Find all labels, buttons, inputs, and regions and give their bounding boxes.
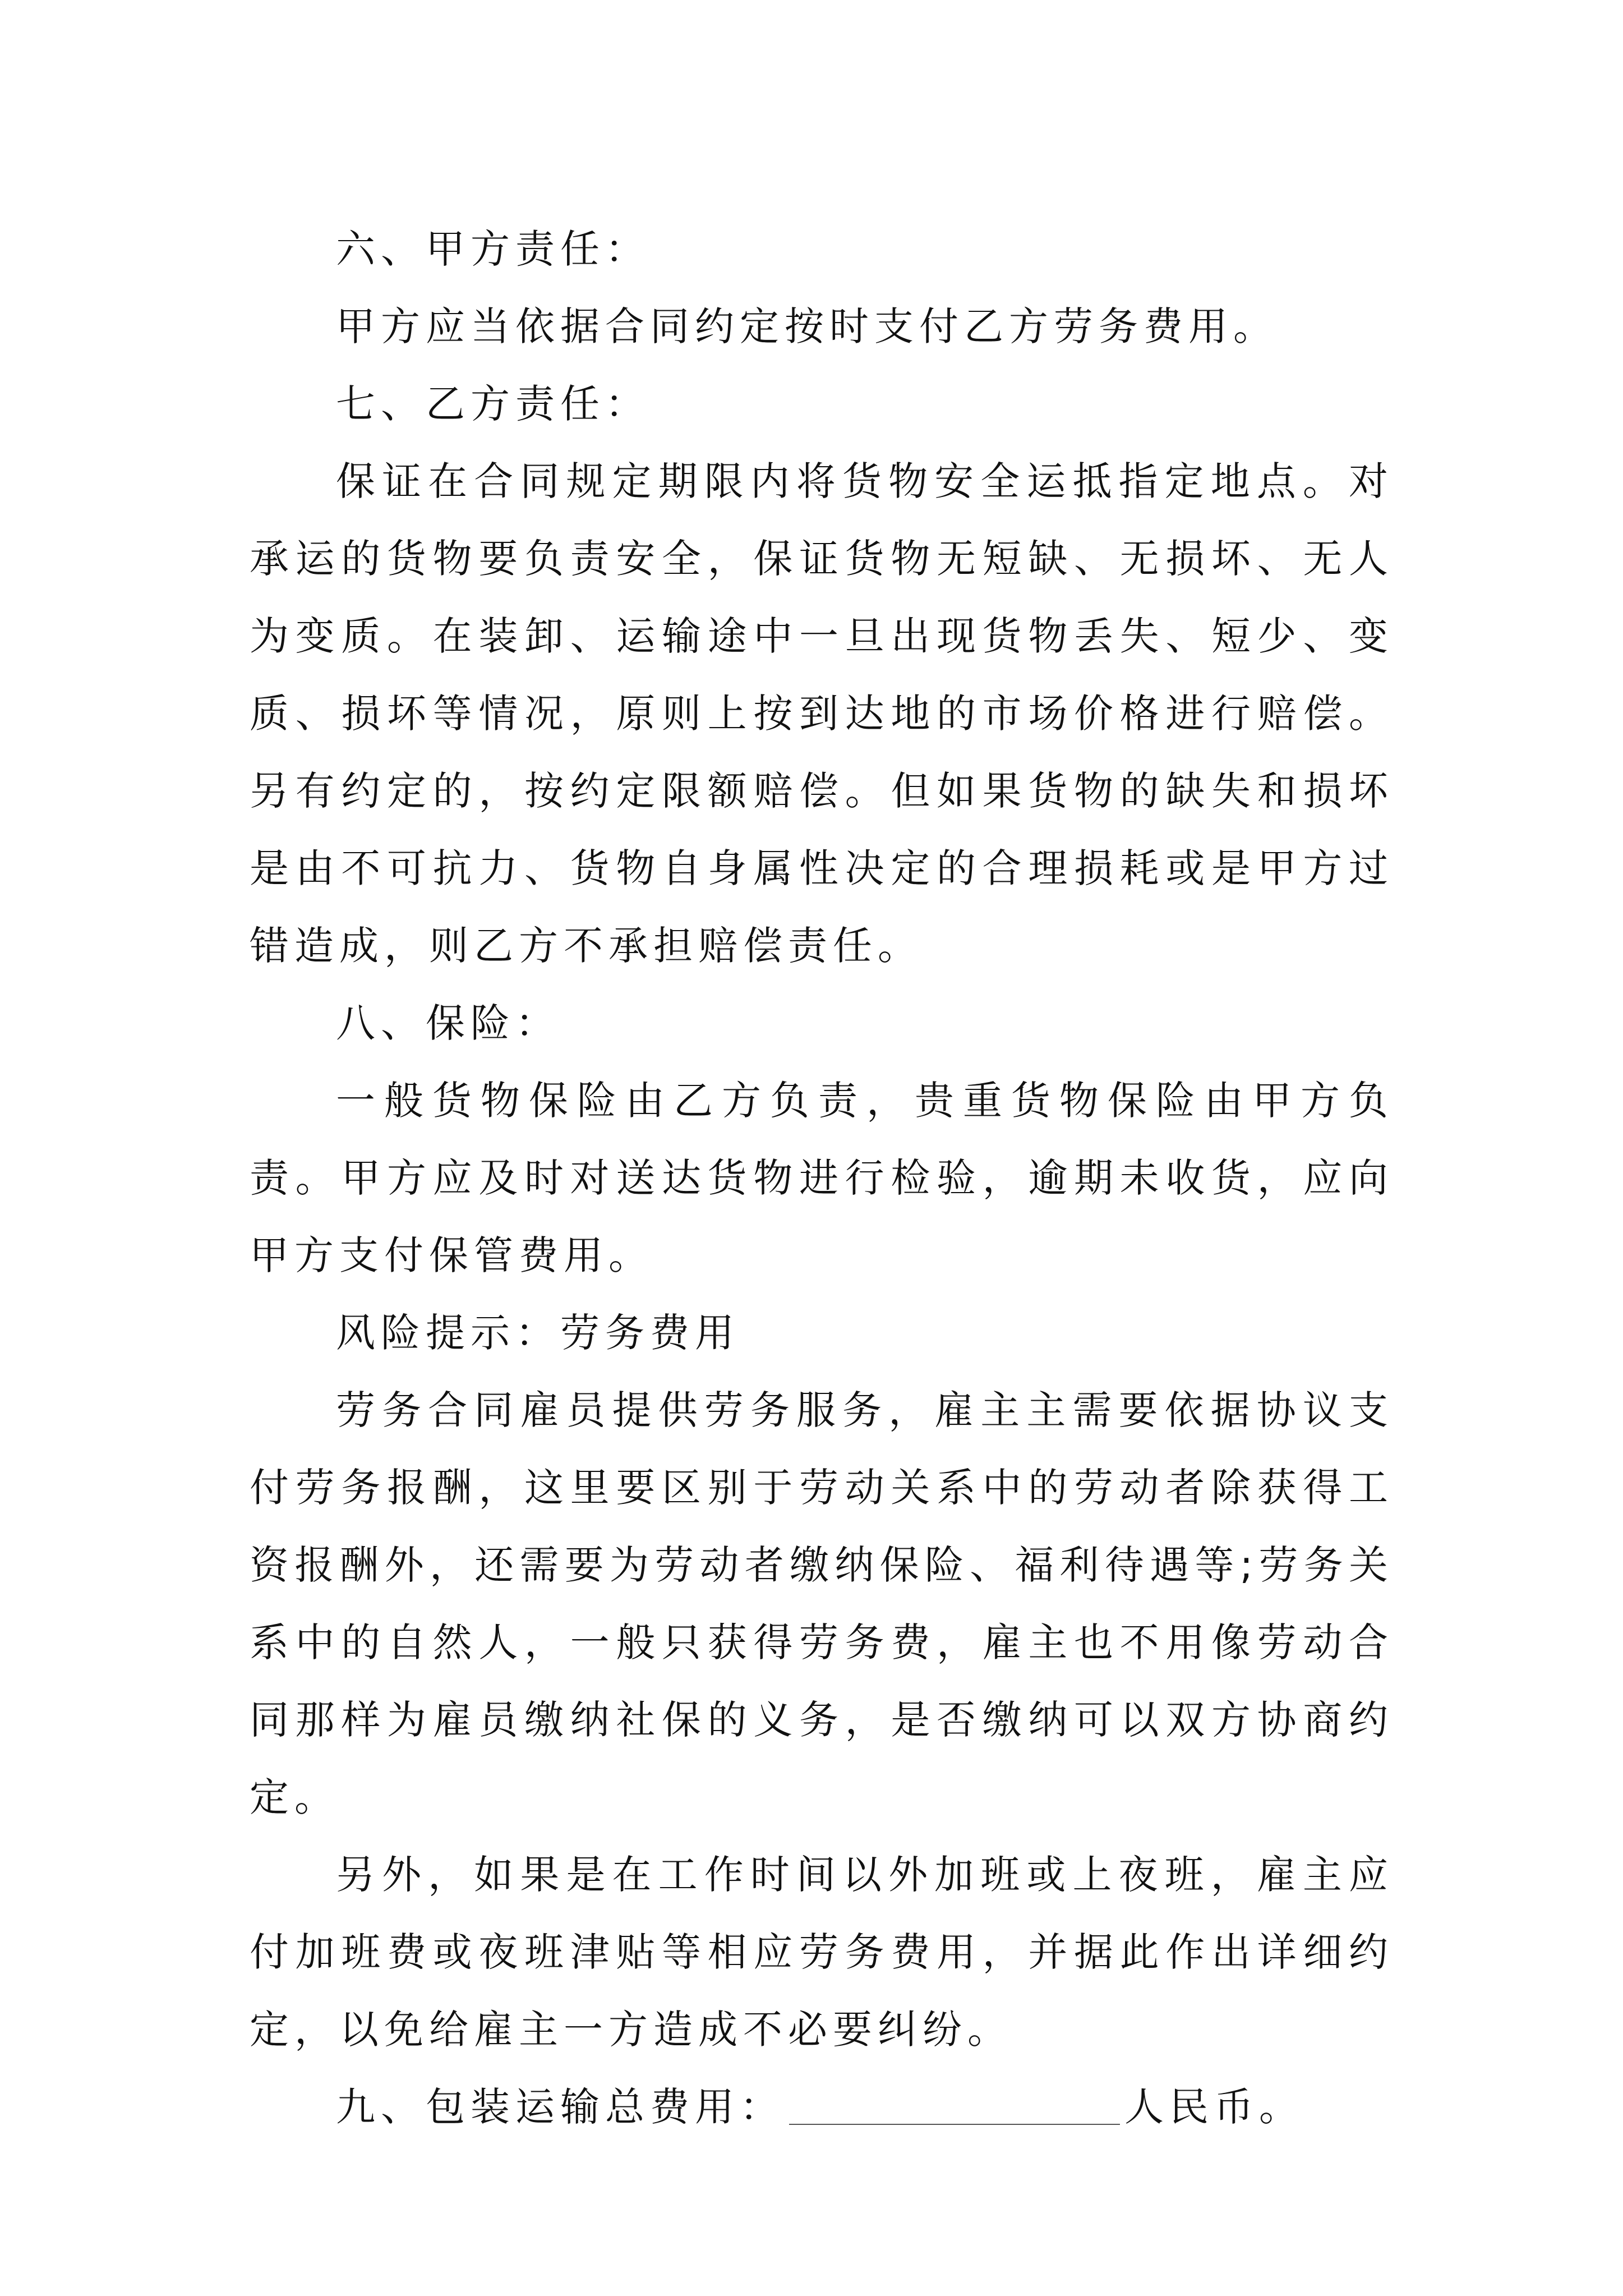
section-8-body: 一般货物保险由乙方负责，贵重货物保险由甲方负责。甲方应及时对送达货物进行检验，逾期未收货，应向甲方支付保管费用。 xyxy=(250,1078,1394,1278)
section-7-body: 保证在合同规定期限内将货物安全运抵指定地点。对承运的货物要负责安全，保证货物无短缺、无损坏、无人为变质。在装卸、运输途中一旦出现货物丢失、短少、变质、损坏等情况，原则上按到达地的市场价格进行赔偿。另有约定的，按约定限额赔偿。但如果货物的缺失和损坏是由不可抗力、货物自身属性决定的合理损耗或是甲方过错造成，则乙方不承担赔偿责任。 xyxy=(250,458,1394,969)
risk-heading: 风险提示：劳务费用 xyxy=(336,1310,740,1356)
section-8-heading: 八、保险： xyxy=(336,1000,560,1046)
section-9-line xyxy=(250,2068,1394,2146)
section-7-heading: 七、乙方责任： xyxy=(336,381,650,427)
section-6-body: 甲方应当依据合同约定按时支付乙方劳务费用。 xyxy=(336,303,1278,349)
document-page xyxy=(250,210,1394,2146)
fee-blank-line xyxy=(789,2085,1120,2125)
risk-body-2: 另外，如果是在工作时间以外加班或上夜班，雇主应付加班费或夜班津贴等相应劳务费用，并据此作出详细约定，以免给雇主一方造成不必要纠纷。 xyxy=(250,1852,1394,2053)
section-9-suffix: 人民币。 xyxy=(1124,2084,1304,2130)
risk-body-1: 劳务合同雇员提供劳务服务，雇主主需要依据协议支付劳务报酬，这里要区别于劳动关系中的劳动者除获得工资报酬外，还需要为劳动者缴纳保险、福利待遇等;劳务关系中的自然人，一般只获得劳务费，雇主也不用像劳动合同那样为雇员缴纳社保的义务，是否缴纳可以双方协商约定。 xyxy=(250,1387,1394,1820)
section-6-heading: 六、甲方责任： xyxy=(336,226,650,272)
section-9-label: 九、包装运输总费用： xyxy=(336,2084,785,2130)
